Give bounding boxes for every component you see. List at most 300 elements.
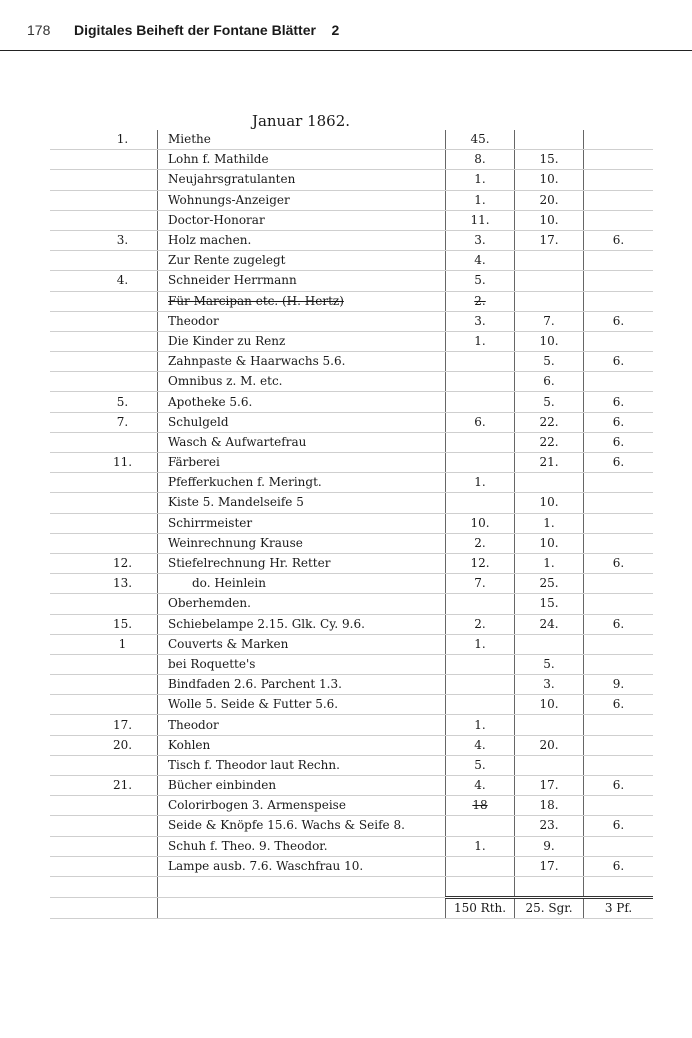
total-sgr: 25. Sgr.: [515, 897, 584, 918]
item-cell: [158, 897, 446, 918]
rth-cell: [446, 493, 515, 513]
sgr-cell: 20.: [515, 735, 584, 755]
item-text: Kiste 5. Mandelseife 5: [168, 495, 304, 510]
item-text: Bindfaden 2.6. Parchent 1.3.: [168, 677, 342, 692]
rth-cell: [446, 291, 515, 311]
sgr-cell: 23.: [515, 816, 584, 836]
rth-value: 4.: [474, 737, 486, 752]
item-text: Omnibus z. M. etc.: [168, 374, 283, 389]
item-cell: [158, 130, 446, 150]
margin-cell: [50, 210, 88, 230]
rth-cell: [446, 130, 515, 150]
margin-cell: [50, 150, 88, 170]
item-cell: [158, 392, 446, 412]
day-cell: [88, 816, 158, 836]
ledger-row: [50, 493, 653, 513]
rth-cell: [446, 634, 515, 654]
day-cell: 15.: [88, 614, 158, 634]
day-cell: [88, 836, 158, 856]
margin-cell: [50, 271, 88, 291]
pf-cell: [584, 836, 654, 856]
pf-cell: [584, 594, 654, 614]
sgr-cell: 25.: [515, 574, 584, 594]
day-cell: 12.: [88, 553, 158, 573]
sgr-cell: 3.: [515, 675, 584, 695]
item-text: Bücher einbinden: [168, 778, 277, 793]
rth-cell: [446, 796, 515, 816]
margin-cell: [50, 574, 88, 594]
day-cell: [88, 150, 158, 170]
pf-cell: 9.: [584, 675, 654, 695]
pf-cell: [584, 170, 654, 190]
pf-cell: [584, 130, 654, 150]
sgr-cell: [515, 715, 584, 735]
rth-value: 1.: [474, 636, 486, 651]
item-cell: [158, 372, 446, 392]
pf-cell: 6.: [584, 816, 654, 836]
ledger-row: [50, 372, 653, 392]
item-cell: [158, 856, 446, 876]
sgr-cell: 17.: [515, 776, 584, 796]
item-cell: [158, 776, 446, 796]
rth-cell: [446, 675, 515, 695]
margin-cell: [50, 755, 88, 775]
item-cell: [158, 473, 446, 493]
rth-cell: [446, 735, 515, 755]
rth-cell: [446, 230, 515, 250]
item-cell: [158, 311, 446, 331]
blank-row: [50, 876, 653, 897]
rth-value: 1.: [474, 717, 486, 732]
item-cell: [158, 816, 446, 836]
pf-cell: [584, 473, 654, 493]
item-cell: [158, 251, 446, 271]
ledger-row: [50, 614, 653, 634]
rth-cell: [446, 755, 515, 775]
page-header: [0, 0, 692, 51]
rth-cell: [446, 251, 515, 271]
margin-cell: [50, 675, 88, 695]
ledger-row: [50, 856, 653, 876]
ledger-row: [50, 412, 653, 432]
item-text: Oberhemden.: [168, 596, 251, 611]
margin-cell: [50, 594, 88, 614]
item-text: Tisch f. Theodor laut Rechn.: [168, 757, 340, 772]
item-text: Pfefferkuchen f. Meringt.: [168, 475, 322, 490]
sgr-cell: 1.: [515, 553, 584, 573]
margin-cell: [50, 533, 88, 553]
item-cell: [158, 453, 446, 473]
sgr-cell: 6.: [515, 372, 584, 392]
day-cell: 13.: [88, 574, 158, 594]
pf-cell: 6.: [584, 412, 654, 432]
rth-value: 2.: [474, 293, 486, 308]
pf-cell: [584, 331, 654, 351]
item-text: Theodor: [168, 717, 219, 732]
pf-cell: [584, 654, 654, 674]
day-cell: [88, 695, 158, 715]
item-cell: [158, 654, 446, 674]
sgr-cell: 21.: [515, 453, 584, 473]
rth-cell: [446, 352, 515, 372]
rth-cell: [446, 412, 515, 432]
rth-cell: [446, 553, 515, 573]
item-cell: [158, 755, 446, 775]
pf-cell: [584, 190, 654, 210]
item-cell: [158, 291, 446, 311]
item-text: Zahnpaste & Haarwachs 5.6.: [168, 354, 346, 369]
margin-cell: [50, 634, 88, 654]
margin-cell: [50, 331, 88, 351]
rth-value: 6.: [474, 414, 486, 429]
item-text: Färberei: [168, 455, 220, 470]
day-cell: [88, 291, 158, 311]
sgr-cell: [515, 755, 584, 775]
margin-cell: [50, 130, 88, 150]
day-cell: 21.: [88, 776, 158, 796]
item-cell: [158, 735, 446, 755]
sgr-cell: 5.: [515, 392, 584, 412]
pf-cell: 6.: [584, 553, 654, 573]
sgr-cell: 10.: [515, 210, 584, 230]
pf-cell: 6.: [584, 392, 654, 412]
margin-cell: [50, 473, 88, 493]
ledger-row: [50, 553, 653, 573]
sgr-cell: 1.: [515, 513, 584, 533]
pf-cell: 6.: [584, 856, 654, 876]
pf-cell: 6.: [584, 432, 654, 452]
margin-cell: [50, 715, 88, 735]
item-cell: [158, 493, 446, 513]
ledger-row: [50, 594, 653, 614]
ledger-row: [50, 311, 653, 331]
item-cell: [158, 634, 446, 654]
ledger-row: [50, 715, 653, 735]
item-text: Holz machen.: [168, 233, 252, 248]
item-text: bei Roquette's: [168, 656, 256, 671]
day-cell: [88, 352, 158, 372]
rth-value: 3.: [474, 233, 486, 248]
item-text: Schiebelampe 2.15. Glk. Cy. 9.6.: [168, 616, 365, 631]
sgr-cell: 22.: [515, 412, 584, 432]
blank-cell: [584, 876, 654, 897]
pf-cell: [584, 574, 654, 594]
ledger-row: [50, 210, 653, 230]
sgr-cell: 10.: [515, 695, 584, 715]
item-cell: [158, 271, 446, 291]
margin-cell: [50, 856, 88, 876]
rth-cell: [446, 210, 515, 230]
sgr-cell: [515, 271, 584, 291]
ledger-row: [50, 150, 653, 170]
pf-cell: 6.: [584, 453, 654, 473]
item-text: Apotheke 5.6.: [168, 394, 253, 409]
item-text: do. Heinlein: [192, 576, 266, 591]
day-cell: [88, 897, 158, 918]
rth-value: 45.: [470, 132, 490, 147]
rth-value: 11.: [470, 212, 490, 227]
rth-value: 10.: [470, 515, 490, 530]
rth-cell: [446, 856, 515, 876]
item-cell: [158, 190, 446, 210]
ledger-row: [50, 836, 653, 856]
rth-value: 2.: [474, 616, 486, 631]
rth-cell: [446, 190, 515, 210]
margin-cell: [50, 190, 88, 210]
item-text: Zur Rente zugelegt: [168, 253, 286, 268]
item-cell: [158, 331, 446, 351]
total-rth: 150 Rth.: [446, 897, 515, 918]
margin-cell: [50, 251, 88, 271]
margin-cell: [50, 836, 88, 856]
rth-value: 5.: [474, 273, 486, 288]
margin-cell: [50, 513, 88, 533]
pf-cell: [584, 271, 654, 291]
item-cell: [158, 432, 446, 452]
day-cell: [88, 796, 158, 816]
ledger-row: [50, 735, 653, 755]
day-cell: [88, 210, 158, 230]
ledger-row: [50, 352, 653, 372]
pf-cell: 6.: [584, 311, 654, 331]
ledger-row: [50, 453, 653, 473]
rth-value: 4.: [474, 778, 486, 793]
ledger-row: [50, 190, 653, 210]
day-cell: [88, 675, 158, 695]
ledger-row: [50, 170, 653, 190]
ledger-row: [50, 230, 653, 250]
rth-cell: [446, 311, 515, 331]
item-text: Wasch & Aufwartefrau: [168, 434, 307, 449]
ledger-row: [50, 796, 653, 816]
ledger-row: [50, 473, 653, 493]
ledger-row: [50, 675, 653, 695]
blank-cell: [88, 876, 158, 897]
sgr-cell: 22.: [515, 432, 584, 452]
pf-cell: [584, 210, 654, 230]
item-cell: [158, 836, 446, 856]
day-cell: 11.: [88, 453, 158, 473]
day-cell: 5.: [88, 392, 158, 412]
sgr-cell: 15.: [515, 594, 584, 614]
margin-cell: [50, 412, 88, 432]
margin-cell: [50, 311, 88, 331]
sgr-cell: 15.: [515, 150, 584, 170]
day-cell: [88, 432, 158, 452]
margin-cell: [50, 897, 88, 918]
day-cell: 17.: [88, 715, 158, 735]
margin-cell: [50, 695, 88, 715]
blank-cell: [515, 876, 584, 897]
rth-cell: [446, 695, 515, 715]
rth-cell: [446, 533, 515, 553]
rth-cell: [446, 776, 515, 796]
total-row: [50, 897, 653, 918]
item-text: Wolle 5. Seide & Futter 5.6.: [168, 697, 339, 712]
rth-cell: [446, 150, 515, 170]
pf-cell: [584, 150, 654, 170]
day-cell: 20.: [88, 735, 158, 755]
item-cell: [158, 695, 446, 715]
ledger-row: [50, 251, 653, 271]
item-text: Couverts & Marken: [168, 636, 289, 651]
margin-cell: [50, 392, 88, 412]
item-cell: [158, 210, 446, 230]
rth-cell: [446, 432, 515, 452]
day-cell: 3.: [88, 230, 158, 250]
item-text: Die Kinder zu Renz: [168, 333, 286, 348]
day-cell: [88, 251, 158, 271]
item-cell: [158, 594, 446, 614]
rth-value: 4.: [474, 253, 486, 268]
day-cell: [88, 372, 158, 392]
day-cell: [88, 311, 158, 331]
day-cell: [88, 190, 158, 210]
item-text: Für Marcipan etc. (H. Hertz): [168, 293, 344, 308]
pf-cell: [584, 291, 654, 311]
sgr-cell: 10.: [515, 331, 584, 351]
ledger-row: [50, 574, 653, 594]
ledger-table: [50, 130, 653, 919]
item-text: Kohlen: [168, 737, 211, 752]
margin-cell: [50, 654, 88, 674]
sgr-cell: [515, 473, 584, 493]
item-cell: [158, 412, 446, 432]
day-cell: 1.: [88, 130, 158, 150]
day-cell: 1: [88, 634, 158, 654]
pf-cell: [584, 251, 654, 271]
pf-cell: [584, 533, 654, 553]
margin-cell: [50, 553, 88, 573]
item-text: Lohn f. Mathilde: [168, 152, 269, 167]
item-text: Neujahrsgratulanten: [168, 172, 296, 187]
ledger-row: [50, 130, 653, 150]
item-cell: [158, 614, 446, 634]
item-text: Schneider Herrmann: [168, 273, 297, 288]
day-cell: [88, 594, 158, 614]
item-text: Schulgeld: [168, 414, 229, 429]
item-text: Lampe ausb. 7.6. Waschfrau 10.: [168, 858, 364, 873]
ledger-caption: Januar 1862.: [251, 112, 351, 130]
sgr-cell: [515, 130, 584, 150]
sgr-cell: 17.: [515, 230, 584, 250]
pf-cell: [584, 735, 654, 755]
sgr-cell: 7.: [515, 311, 584, 331]
rth-cell: [446, 473, 515, 493]
day-cell: [88, 513, 158, 533]
pf-cell: [584, 715, 654, 735]
rth-cell: [446, 614, 515, 634]
margin-cell: [50, 453, 88, 473]
rth-cell: [446, 372, 515, 392]
rth-value: 7.: [474, 576, 486, 591]
day-cell: [88, 856, 158, 876]
pf-cell: 6.: [584, 776, 654, 796]
item-cell: [158, 553, 446, 573]
item-cell: [158, 513, 446, 533]
pf-cell: 6.: [584, 352, 654, 372]
margin-cell: [50, 170, 88, 190]
item-cell: [158, 230, 446, 250]
day-cell: [88, 654, 158, 674]
day-cell: [88, 473, 158, 493]
item-text: Stiefelrechnung Hr. Retter: [168, 556, 331, 571]
rth-value: 1.: [474, 333, 486, 348]
total-pf: 3 Pf.: [584, 897, 654, 918]
rth-cell: [446, 574, 515, 594]
item-cell: [158, 170, 446, 190]
ledger-row: [50, 816, 653, 836]
page-number: 178: [27, 22, 51, 38]
rth-cell: [446, 594, 515, 614]
ledger-row: [50, 533, 653, 553]
margin-cell: [50, 493, 88, 513]
blank-cell: [158, 876, 446, 897]
sgr-cell: 10.: [515, 170, 584, 190]
sgr-cell: 20.: [515, 190, 584, 210]
item-text: Theodor: [168, 313, 219, 328]
sgr-cell: 9.: [515, 836, 584, 856]
rth-value: 5.: [474, 757, 486, 772]
ledger-body: [50, 130, 653, 918]
journal-title-text: Digitales Beiheft der Fontane Blätter: [74, 22, 316, 38]
ledger-row: [50, 271, 653, 291]
day-cell: 4.: [88, 271, 158, 291]
pf-cell: [584, 634, 654, 654]
rth-value: 12.: [470, 556, 490, 571]
day-cell: [88, 533, 158, 553]
sgr-cell: 17.: [515, 856, 584, 876]
margin-cell: [50, 614, 88, 634]
sgr-cell: 10.: [515, 533, 584, 553]
margin-cell: [50, 432, 88, 452]
ledger-row: [50, 291, 653, 311]
ledger-row: [50, 331, 653, 351]
rth-value: 8.: [474, 152, 486, 167]
rth-cell: [446, 654, 515, 674]
rth-cell: [446, 331, 515, 351]
pf-cell: [584, 513, 654, 533]
rth-value: 1.: [474, 192, 486, 207]
pf-cell: [584, 796, 654, 816]
item-cell: [158, 675, 446, 695]
issue-number: 2: [331, 22, 340, 38]
margin-cell: [50, 372, 88, 392]
sgr-cell: 18.: [515, 796, 584, 816]
rth-value: 1.: [474, 838, 486, 853]
blank-cell: [50, 876, 88, 897]
margin-cell: [50, 735, 88, 755]
pf-cell: 6.: [584, 614, 654, 634]
rth-cell: [446, 271, 515, 291]
ledger-row: [50, 634, 653, 654]
ledger-row: [50, 432, 653, 452]
sgr-cell: 5.: [515, 654, 584, 674]
sgr-cell: [515, 251, 584, 271]
ledger-row: [50, 392, 653, 412]
day-cell: [88, 493, 158, 513]
rth-value: 18: [472, 798, 488, 813]
journal-title: [74, 22, 339, 38]
item-text: Weinrechnung Krause: [168, 535, 303, 550]
item-cell: [158, 533, 446, 553]
item-text: Schirrmeister: [168, 515, 253, 530]
sgr-cell: 10.: [515, 493, 584, 513]
sgr-cell: [515, 291, 584, 311]
rth-value: 1.: [474, 172, 486, 187]
item-text: Miethe: [168, 132, 211, 147]
pf-cell: [584, 755, 654, 775]
